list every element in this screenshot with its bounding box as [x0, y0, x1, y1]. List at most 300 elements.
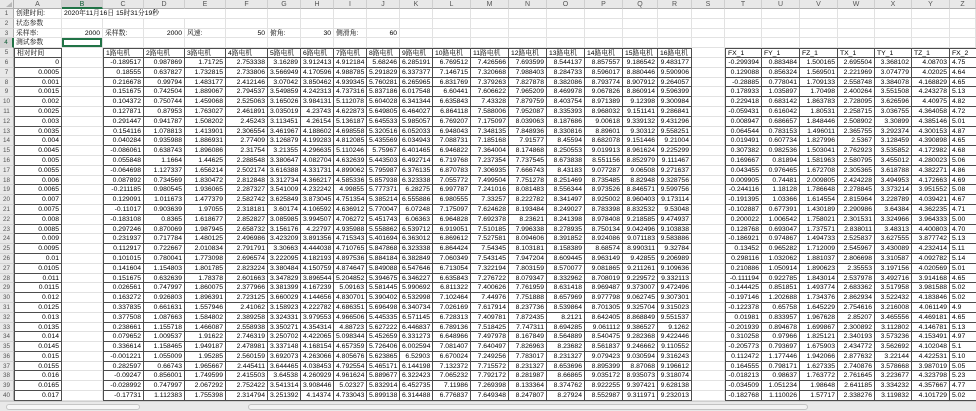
cell-Z9[interactable]: 5.13: [950, 87, 976, 97]
cell-W37[interactable]: 2.740876: [838, 362, 875, 372]
cell-H4[interactable]: [301, 38, 334, 48]
cell-S24[interactable]: [692, 234, 725, 244]
cell-O38[interactable]: 8.66865: [547, 371, 585, 381]
cell-F1[interactable]: [226, 9, 268, 19]
cell-Q5[interactable]: 15路电机: [623, 48, 658, 58]
row-header-25[interactable]: 25: [0, 244, 14, 254]
cell-N24[interactable]: 8.094606: [509, 234, 547, 244]
cell-L12[interactable]: 6.769207: [433, 117, 471, 127]
cell-P35[interactable]: 8.561837: [585, 342, 623, 352]
cell-U17[interactable]: 0.976465: [762, 166, 800, 176]
cell-J17[interactable]: 5.795987: [367, 166, 400, 176]
cell-B6[interactable]: [62, 58, 103, 68]
cell-D11[interactable]: 0.87953: [144, 107, 185, 117]
cell-O37[interactable]: 8.653696: [547, 362, 585, 372]
row-header-2[interactable]: 2: [0, 19, 14, 29]
row-header-24[interactable]: 24: [0, 234, 14, 244]
cell-Q9[interactable]: 8.860914: [623, 87, 658, 97]
cell-B23[interactable]: [62, 225, 103, 235]
cell-Y16[interactable]: 4.280023: [912, 156, 950, 166]
cell-U23[interactable]: 0.693047: [762, 225, 800, 235]
cell-Q33[interactable]: 9.386527: [623, 323, 658, 333]
cell-E25[interactable]: 2.010834: [185, 244, 226, 254]
cell-V11[interactable]: 1.80531: [800, 107, 838, 117]
cell-C21[interactable]: -0.11017: [103, 205, 144, 215]
cell-J22[interactable]: 5.451743: [367, 215, 400, 225]
row-header-1[interactable]: 1: [0, 9, 14, 19]
cell-Z35[interactable]: 5.1: [950, 342, 976, 352]
cell-L19[interactable]: 6.997787: [433, 185, 471, 195]
cell-I32[interactable]: 4.966506: [334, 313, 367, 323]
cell-C12[interactable]: 0.291447: [103, 117, 144, 127]
cell-I2[interactable]: [334, 19, 367, 29]
cell-M14[interactable]: 7.185168: [471, 136, 509, 146]
cell-U29[interactable]: 0.851851: [762, 283, 800, 293]
cell-T19[interactable]: -0.244116: [725, 185, 762, 195]
cell-D39[interactable]: 0.747997: [144, 381, 185, 391]
cell-I23[interactable]: 4.935988: [334, 225, 367, 235]
cell-A32[interactable]: 0.013: [14, 313, 62, 323]
cell-Q37[interactable]: 8.87068: [623, 362, 658, 372]
cell-T21[interactable]: -0.102887: [725, 205, 762, 215]
cell-C14[interactable]: 0.040284: [103, 136, 144, 146]
row-header-29[interactable]: 29: [0, 283, 14, 293]
cell-S32[interactable]: [692, 313, 725, 323]
cell-N27[interactable]: 7.803159: [509, 264, 547, 274]
cell-I31[interactable]: 4.686351: [334, 303, 367, 313]
cell-W12[interactable]: 2.508902: [838, 117, 875, 127]
cell-Y35[interactable]: 4.102048: [912, 342, 950, 352]
cell-I12[interactable]: 5.136187: [334, 117, 367, 127]
cell-Y3[interactable]: [912, 29, 950, 39]
cell-J40[interactable]: 5.899138: [367, 391, 400, 401]
cell-L36[interactable]: 6.670024: [433, 352, 471, 362]
cell-V31[interactable]: 1.645229: [800, 303, 838, 313]
cell-L35[interactable]: 7.081407: [433, 342, 471, 352]
cell-Q39[interactable]: 9.397421: [623, 381, 658, 391]
cell-S13[interactable]: [692, 127, 725, 137]
cell-S26[interactable]: [692, 254, 725, 264]
row-header-28[interactable]: 28: [0, 274, 14, 284]
cell-E37[interactable]: 1.965667: [185, 362, 226, 372]
cell-F26[interactable]: 2.696574: [226, 254, 268, 264]
cell-Y25[interactable]: 4.232414: [912, 244, 950, 254]
cell-C27[interactable]: 0.141604: [103, 264, 144, 274]
cell-Q11[interactable]: 9.151141: [623, 107, 658, 117]
cell-P10[interactable]: 8.971389: [585, 97, 623, 107]
cell-V25[interactable]: 1.712009: [800, 244, 838, 254]
cell-H7[interactable]: 4.170596: [301, 68, 334, 78]
cell-Q13[interactable]: 9.30312: [623, 127, 658, 137]
cell-D36[interactable]: 1.055009: [144, 352, 185, 362]
cell-I35[interactable]: 4.657359: [334, 342, 367, 352]
cell-A36[interactable]: 0.015: [14, 352, 62, 362]
cell-U14[interactable]: 0.607734: [762, 136, 800, 146]
cell-J12[interactable]: 5.645533: [367, 117, 400, 127]
cell-A22[interactable]: 0.008: [14, 215, 62, 225]
cell-Y2[interactable]: [912, 19, 950, 29]
h-scrollbar-thumb[interactable]: [248, 404, 808, 410]
cell-V19[interactable]: 1.786648: [800, 185, 838, 195]
cell-O31[interactable]: 8.539864: [547, 303, 585, 313]
cell-Y37[interactable]: 3.987019: [912, 362, 950, 372]
cell-S37[interactable]: [692, 362, 725, 372]
cell-H6[interactable]: 3.912413: [301, 58, 334, 68]
cell-N36[interactable]: 7.783017: [509, 352, 547, 362]
cell-H33[interactable]: 4.354314: [301, 323, 334, 333]
cell-C2[interactable]: [103, 19, 144, 29]
cell-Q19[interactable]: 8.846571: [623, 185, 658, 195]
cell-N20[interactable]: 8.222782: [509, 195, 547, 205]
cell-A3[interactable]: 采样率:: [14, 29, 62, 39]
cell-C32[interactable]: 0.377508: [103, 313, 144, 323]
cell-Y4[interactable]: [912, 38, 950, 48]
cell-J32[interactable]: 5.445335: [367, 313, 400, 323]
cell-E16[interactable]: 1.44625: [185, 156, 226, 166]
cell-J35[interactable]: 5.726406: [367, 342, 400, 352]
cell-A12[interactable]: 0.003: [14, 117, 62, 127]
cell-F14[interactable]: 2.77409: [226, 136, 268, 146]
cell-D19[interactable]: 0.980545: [144, 185, 185, 195]
cell-U35[interactable]: 0.793697: [762, 342, 800, 352]
cell-S31[interactable]: [692, 303, 725, 313]
cell-F21[interactable]: 2.318181: [226, 205, 268, 215]
cell-J27[interactable]: 5.849088: [367, 264, 400, 274]
cell-O35[interactable]: 8.23682: [547, 342, 585, 352]
cell-A28[interactable]: 0.011: [14, 274, 62, 284]
cell-T32[interactable]: 0.01981: [725, 313, 762, 323]
cell-Z21[interactable]: 4.71: [950, 205, 976, 215]
cell-A16[interactable]: 0.005: [14, 156, 62, 166]
cell-P7[interactable]: 8.596017: [585, 68, 623, 78]
cell-Q7[interactable]: 8.880446: [623, 68, 658, 78]
cell-G11[interactable]: 3.035019: [268, 107, 301, 117]
cell-Q18[interactable]: 8.82948: [623, 176, 658, 186]
cell-S10[interactable]: [692, 97, 725, 107]
cell-Q30[interactable]: 9.062745: [623, 293, 658, 303]
cell-B12[interactable]: [62, 117, 103, 127]
cell-Y12[interactable]: 4.385146: [912, 117, 950, 127]
cell-U37[interactable]: 0.798171: [762, 362, 800, 372]
cell-F38[interactable]: 2.415503: [226, 371, 268, 381]
cell-O36[interactable]: 8.231327: [547, 352, 585, 362]
cell-N28[interactable]: 8.079347: [509, 274, 547, 284]
cell-X27[interactable]: 3.197156: [875, 264, 912, 274]
row-header-26[interactable]: 26: [0, 254, 14, 264]
cell-W10[interactable]: 2.728095: [838, 97, 875, 107]
cell-M9[interactable]: 7.606622: [471, 87, 509, 97]
cell-K15[interactable]: 6.401465: [400, 146, 433, 156]
cell-D28[interactable]: 0.632639: [144, 274, 185, 284]
cell-F24[interactable]: 2.496986: [226, 234, 268, 244]
cell-Q8[interactable]: 8.907912: [623, 78, 658, 88]
cell-Z5[interactable]: FX_2: [950, 48, 976, 58]
row-header-20[interactable]: 20: [0, 195, 14, 205]
cell-Y17[interactable]: 4.382271: [912, 166, 950, 176]
cell-X18[interactable]: 3.494953: [875, 176, 912, 186]
cell-J31[interactable]: 5.696498: [367, 303, 400, 313]
cell-T7[interactable]: 0.129088: [725, 68, 762, 78]
cell-N31[interactable]: 8.237736: [509, 303, 547, 313]
cell-S15[interactable]: [692, 146, 725, 156]
cell-A6[interactable]: 0: [14, 58, 62, 68]
cell-Z22[interactable]: 5.00: [950, 215, 976, 225]
cell-C35[interactable]: 0.336614: [103, 342, 144, 352]
cell-J33[interactable]: 5.627222: [367, 323, 400, 333]
cell-D22[interactable]: 0.8365: [144, 215, 185, 225]
cell-R28[interactable]: 9.332113: [658, 274, 692, 284]
cell-P37[interactable]: 8.895399: [585, 362, 623, 372]
cell-P8[interactable]: 8.793774: [585, 78, 623, 88]
cell-Z34[interactable]: 4.97: [950, 332, 976, 342]
cell-E9[interactable]: 1.889067: [185, 87, 226, 97]
cell-S21[interactable]: [692, 205, 725, 215]
cell-U20[interactable]: 1.03366: [762, 195, 800, 205]
cell-Q25[interactable]: 8.990311: [623, 244, 658, 254]
cell-G34[interactable]: 3.250702: [268, 332, 301, 342]
cell-P21[interactable]: 8.783398: [585, 205, 623, 215]
cell-F40[interactable]: 2.314794: [226, 391, 268, 401]
row-header-36[interactable]: 36: [0, 352, 14, 362]
cell-Q36[interactable]: 9.030594: [623, 352, 658, 362]
cell-U28[interactable]: 0.922785: [762, 274, 800, 284]
cell-G2[interactable]: [268, 19, 301, 29]
cell-L16[interactable]: 6.719768: [433, 156, 471, 166]
cell-F35[interactable]: 2.478981: [226, 342, 268, 352]
cell-M10[interactable]: 7.43328: [471, 97, 509, 107]
col-header-U[interactable]: U: [762, 0, 800, 9]
cell-C8[interactable]: 0.216678: [103, 78, 144, 88]
cell-C38[interactable]: -0.09247: [103, 371, 144, 381]
cell-W33[interactable]: 2.300892: [838, 323, 875, 333]
cell-N33[interactable]: 7.747311: [509, 323, 547, 333]
cell-L34[interactable]: 6.648966: [433, 332, 471, 342]
cell-L23[interactable]: 6.919051: [433, 225, 471, 235]
cell-G4[interactable]: [268, 38, 301, 48]
cell-F2[interactable]: [226, 19, 268, 29]
cell-A17[interactable]: 0.0055: [14, 166, 62, 176]
cell-A30[interactable]: 0.012: [14, 293, 62, 303]
cell-M1[interactable]: [471, 9, 509, 19]
cell-K40[interactable]: 6.314488: [400, 391, 433, 401]
cell-L1[interactable]: [433, 9, 471, 19]
cell-O17[interactable]: 8.43183: [547, 166, 585, 176]
cell-E28[interactable]: 1.78378: [185, 274, 226, 284]
cell-B37[interactable]: [62, 362, 103, 372]
cell-N5[interactable]: 12路电机: [509, 48, 547, 58]
cell-H1[interactable]: [301, 9, 334, 19]
cell-B9[interactable]: [62, 87, 103, 97]
cell-R39[interactable]: 9.628138: [658, 381, 692, 391]
cell-Z33[interactable]: 5.13: [950, 323, 976, 333]
cell-W35[interactable]: 2.434772: [838, 342, 875, 352]
cell-P17[interactable]: 9.077287: [585, 166, 623, 176]
cell-F3[interactable]: 50: [226, 29, 268, 39]
cell-C10[interactable]: 0.104372: [103, 97, 144, 107]
cell-H5[interactable]: 6路电机: [301, 48, 334, 58]
cell-M33[interactable]: 7.518425: [471, 323, 509, 333]
cell-G17[interactable]: 3.616388: [268, 166, 301, 176]
cell-M27[interactable]: 7.322194: [471, 264, 509, 274]
cell-Y39[interactable]: 4.357667: [912, 381, 950, 391]
cell-J16[interactable]: 5.443503: [367, 156, 400, 166]
cell-V38[interactable]: 1.763772: [800, 371, 838, 381]
cell-G3[interactable]: 俯角:: [268, 29, 301, 39]
cell-P22[interactable]: 8.978408: [585, 215, 623, 225]
cell-R12[interactable]: 9.431296: [658, 117, 692, 127]
cell-Z1[interactable]: [950, 9, 976, 19]
cell-N12[interactable]: 8.039063: [509, 117, 547, 127]
cell-J1[interactable]: [367, 9, 400, 19]
row-header-8[interactable]: 8: [0, 78, 14, 88]
cell-B4[interactable]: [62, 38, 103, 48]
cell-L27[interactable]: 6.713054: [433, 264, 471, 274]
cell-D18[interactable]: 0.734569: [144, 176, 185, 186]
cell-B24[interactable]: [62, 234, 103, 244]
cell-P32[interactable]: 8.642405: [585, 313, 623, 323]
cell-Q21[interactable]: 8.832532: [623, 205, 658, 215]
cell-O22[interactable]: 8.241398: [547, 215, 585, 225]
cell-G6[interactable]: 3.16289: [268, 58, 301, 68]
cell-N13[interactable]: 7.848936: [509, 127, 547, 137]
cell-L25[interactable]: 6.864424: [433, 244, 471, 254]
cell-P29[interactable]: 8.969487: [585, 283, 623, 293]
cell-E20[interactable]: 1.477379: [185, 195, 226, 205]
cell-Q28[interactable]: 9.229572: [623, 274, 658, 284]
cell-V5[interactable]: FZ_1: [800, 48, 838, 58]
cell-D12[interactable]: 0.941787: [144, 117, 185, 127]
cell-L33[interactable]: 6.789136: [433, 323, 471, 333]
cell-I40[interactable]: 4.733043: [334, 391, 367, 401]
cell-E3[interactable]: 风速:: [185, 29, 226, 39]
cell-T20[interactable]: -0.191395: [725, 195, 762, 205]
cell-G27[interactable]: 3.380484: [268, 264, 301, 274]
cell-F9[interactable]: 2.794537: [226, 87, 268, 97]
cell-K13[interactable]: 6.052033: [400, 127, 433, 137]
cell-C29[interactable]: 0.026561: [103, 283, 144, 293]
cell-J26[interactable]: 5.884184: [367, 254, 400, 264]
cell-Q31[interactable]: 9.325704: [623, 303, 658, 313]
cell-O16[interactable]: 8.673838: [547, 156, 585, 166]
cell-X39[interactable]: 3.334232: [875, 381, 912, 391]
cell-V7[interactable]: 1.569501: [800, 68, 838, 78]
cell-F23[interactable]: 2.658732: [226, 225, 268, 235]
cell-T4[interactable]: [725, 38, 762, 48]
cell-L37[interactable]: 7.132372: [433, 362, 471, 372]
cell-S3[interactable]: [692, 29, 725, 39]
cell-X10[interactable]: 3.626596: [875, 97, 912, 107]
cell-A8[interactable]: 0.001: [14, 78, 62, 88]
cell-F5[interactable]: 4路电机: [226, 48, 268, 58]
cell-D5[interactable]: 2路电机: [144, 48, 185, 58]
cell-S14[interactable]: [692, 136, 725, 146]
cell-R37[interactable]: 9.196612: [658, 362, 692, 372]
cell-D8[interactable]: 0.99794: [144, 78, 185, 88]
row-header-30[interactable]: 30: [0, 293, 14, 303]
cell-F29[interactable]: 2.377966: [226, 283, 268, 293]
row-header-37[interactable]: 37: [0, 362, 14, 372]
row-header-39[interactable]: 39: [0, 381, 14, 391]
cell-P36[interactable]: 9.079423: [585, 352, 623, 362]
cell-H19[interactable]: 4.232242: [301, 185, 334, 195]
col-header-J[interactable]: J: [367, 0, 400, 9]
cell-O26[interactable]: 8.609445: [547, 254, 585, 264]
cell-X17[interactable]: 3.618788: [875, 166, 912, 176]
cell-A13[interactable]: 0.0035: [14, 127, 62, 137]
cell-W4[interactable]: [838, 38, 875, 48]
row-header-16[interactable]: 16: [0, 156, 14, 166]
cell-H16[interactable]: 4.082704: [301, 156, 334, 166]
cell-Q35[interactable]: 9.246662: [623, 342, 658, 352]
cell-U11[interactable]: 0.616042: [762, 107, 800, 117]
cell-P14[interactable]: 8.682078: [585, 136, 623, 146]
cell-Q16[interactable]: 8.852979: [623, 156, 658, 166]
cell-U2[interactable]: [762, 19, 800, 29]
cell-V29[interactable]: 1.493774: [800, 283, 838, 293]
cell-H22[interactable]: 3.994507: [301, 215, 334, 225]
cell-P2[interactable]: [585, 19, 623, 29]
cell-X36[interactable]: 3.22144: [875, 352, 912, 362]
cell-Y10[interactable]: 4.40975: [912, 97, 950, 107]
cell-B31[interactable]: [62, 303, 103, 313]
cell-M4[interactable]: [471, 38, 509, 48]
cell-H34[interactable]: 4.422065: [301, 332, 334, 342]
cell-Y1[interactable]: [912, 9, 950, 19]
cell-U30[interactable]: 1.202688: [762, 293, 800, 303]
cell-D15[interactable]: 0.638743: [144, 146, 185, 156]
cell-L7[interactable]: 7.146715: [433, 68, 471, 78]
cell-U24[interactable]: 0.974867: [762, 234, 800, 244]
col-header-T[interactable]: T: [725, 0, 762, 9]
cell-M8[interactable]: 7.379263: [471, 78, 509, 88]
cell-K39[interactable]: 6.452735: [400, 381, 433, 391]
cell-M22[interactable]: 7.692378: [471, 215, 509, 225]
cell-D26[interactable]: 0.780041: [144, 254, 185, 264]
cell-R26[interactable]: 9.206989: [658, 254, 692, 264]
cell-V28[interactable]: 1.843014: [800, 274, 838, 284]
cell-K24[interactable]: 6.363012: [400, 234, 433, 244]
cell-C36[interactable]: -0.001221: [103, 352, 144, 362]
cell-O7[interactable]: 8.284733: [547, 68, 585, 78]
cell-X28[interactable]: 3.492716: [875, 274, 912, 284]
cell-D17[interactable]: 1.127337: [144, 166, 185, 176]
cell-N11[interactable]: 7.952087: [509, 107, 547, 117]
cell-I39[interactable]: 5.02327: [334, 381, 367, 391]
cell-Y32[interactable]: 4.469181: [912, 313, 950, 323]
cell-R4[interactable]: [658, 38, 692, 48]
cell-T16[interactable]: 0.169667: [725, 156, 762, 166]
cell-M34[interactable]: 7.497978: [471, 332, 509, 342]
cell-I9[interactable]: 4.737316: [334, 87, 367, 97]
cell-K38[interactable]: 6.322423: [400, 371, 433, 381]
cell-M5[interactable]: 11路电机: [471, 48, 509, 58]
cell-C5[interactable]: 1路电机: [103, 48, 144, 58]
cell-G25[interactable]: 3.30663: [268, 244, 301, 254]
cell-X16[interactable]: 3.455012: [875, 156, 912, 166]
cell-F7[interactable]: 2.733806: [226, 68, 268, 78]
cell-B32[interactable]: [62, 313, 103, 323]
cell-A35[interactable]: 0.0145: [14, 342, 62, 352]
cell-B5[interactable]: [62, 48, 103, 58]
cell-E39[interactable]: 2.067292: [185, 381, 226, 391]
cell-U6[interactable]: 0.883484: [762, 58, 800, 68]
cell-B2[interactable]: [62, 19, 103, 29]
cell-T26[interactable]: 0.298116: [725, 254, 762, 264]
cell-U34[interactable]: 0.97966: [762, 332, 800, 342]
cell-A27[interactable]: 0.0105: [14, 264, 62, 274]
cell-Z36[interactable]: 5.10: [950, 352, 976, 362]
row-header-27[interactable]: 27: [0, 264, 14, 274]
